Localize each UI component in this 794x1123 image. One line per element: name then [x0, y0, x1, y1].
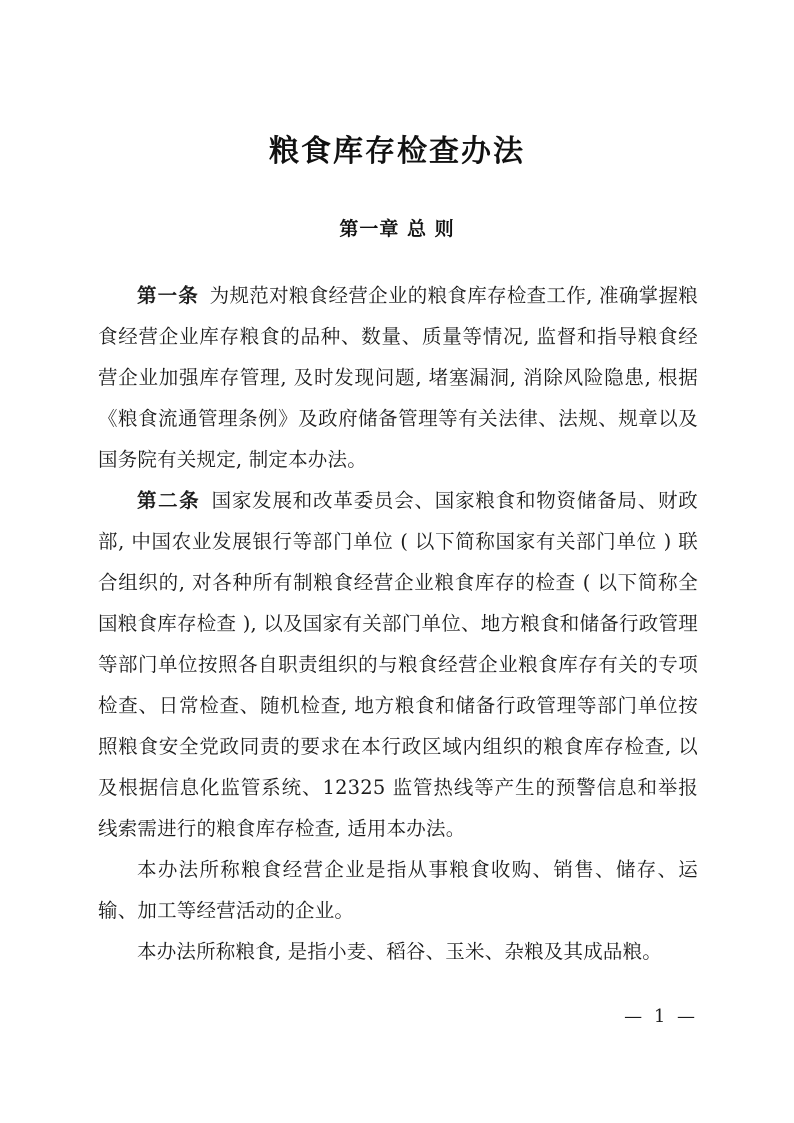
article-paragraph	[98, 480, 698, 849]
chapter-heading: 第一章 总 则	[339, 218, 455, 240]
article-paragraph	[98, 931, 698, 972]
page-number: — 1 —	[624, 1006, 698, 1027]
page-title: 粮食库存检查办法	[269, 134, 525, 169]
article-text: 为规范对粮食经营企业的粮食库存检查工作, 准确掌握粮食经营企业库存粮食的品种、数量、质量等情况, 监督和指导粮食经营企业加强库存管理, 及时发现问题, 堵塞漏洞, 消除风险隐患, 根据《粮食流通管理条例》及政府储备管理等有关法律、法规、规章以及国务院有关规定, 制定本办法。	[98, 284, 698, 471]
article-text: 国家发展和改革委员会、国家粮食和物资储备局、财政部, 中国农业发展银行等部门单位 ( 以下简称国家有关部门单位 ) 联合组织的, 对各种所有制粮食经营企业粮食库存的检查 ( 以下简称全国粮食库存检查 ), 以及国家有关部门单位、地方粮食和储备行政管理等部门单位按照各自职责组织的与粮食经营企业粮食库存有关的专项检查、日常检查、随机检查, 地方粮食和储备行政管理等部门单位按照粮食安全党政同责的要求在本行政区域内组织的粮食库存检查, 以及根据信息化监管系统、12325 监管热线等产生的预警信息和举报线索需进行的粮食库存检查, 适用本办法。	[98, 489, 698, 840]
article-paragraph	[98, 275, 698, 480]
article-label: 第一条	[137, 284, 199, 307]
article-text: 本办法所称粮食经营企业是指从事粮食收购、销售、储存、运输、加工等经营活动的企业。	[98, 858, 698, 922]
article-label: 第二条	[137, 489, 201, 512]
article-paragraph	[98, 849, 698, 931]
article-text: 本办法所称粮食, 是指小麦、稻谷、玉米、杂粮及其成品粮。	[137, 940, 662, 963]
document-body	[0, 275, 794, 972]
